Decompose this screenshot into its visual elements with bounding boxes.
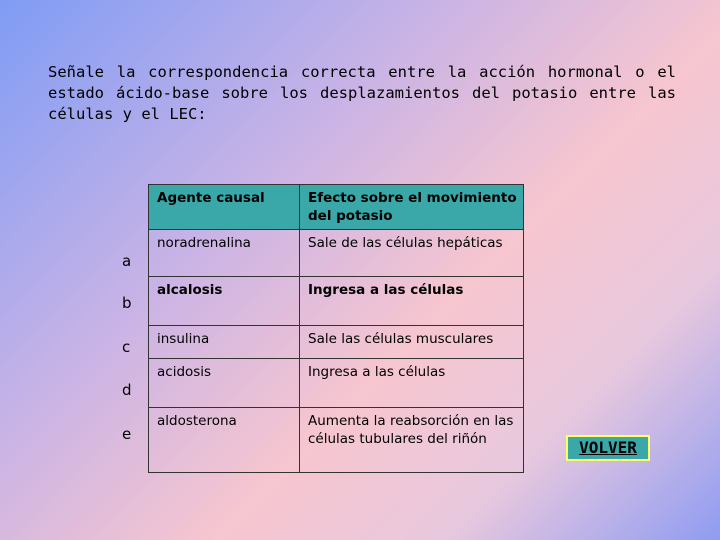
table-row	[149, 359, 524, 408]
effect-cell: Aumenta la reabsorción en las células tubulares del riñón	[300, 408, 524, 473]
agent-cell: noradrenalina	[149, 230, 300, 277]
volver-button[interactable]: VOLVER	[566, 435, 650, 461]
header-effect: Efecto sobre el movimiento del potasio	[300, 185, 524, 230]
agent-cell: insulina	[149, 326, 300, 359]
option-letter-e: e	[122, 425, 132, 443]
option-letter-b: b	[122, 294, 132, 312]
correspondence-table	[148, 184, 524, 473]
header-agent: Agente causal	[149, 185, 300, 230]
option-letter-c: c	[122, 338, 131, 356]
table-row	[149, 326, 524, 359]
agent-cell: acidosis	[149, 359, 300, 408]
option-letter-d: d	[122, 381, 132, 399]
agent-cell: aldosterona	[149, 408, 300, 473]
agent-cell: alcalosis	[149, 277, 300, 326]
effect-cell: Ingresa a las células	[300, 277, 524, 326]
table-row	[149, 408, 524, 473]
question-text: Señale la correspondencia correcta entre la acción hormonal o el estado ácido-base sobre los desplazamientos del potasio entre las células y el LEC:	[48, 63, 676, 123]
table-row	[149, 230, 524, 277]
effect-cell: Sale de las células hepáticas	[300, 230, 524, 277]
effect-cell: Sale las células musculares	[300, 326, 524, 359]
effect-cell: Ingresa a las células	[300, 359, 524, 408]
table-row	[149, 277, 524, 326]
option-letter-a: a	[122, 252, 132, 270]
table-header-row	[149, 185, 524, 230]
